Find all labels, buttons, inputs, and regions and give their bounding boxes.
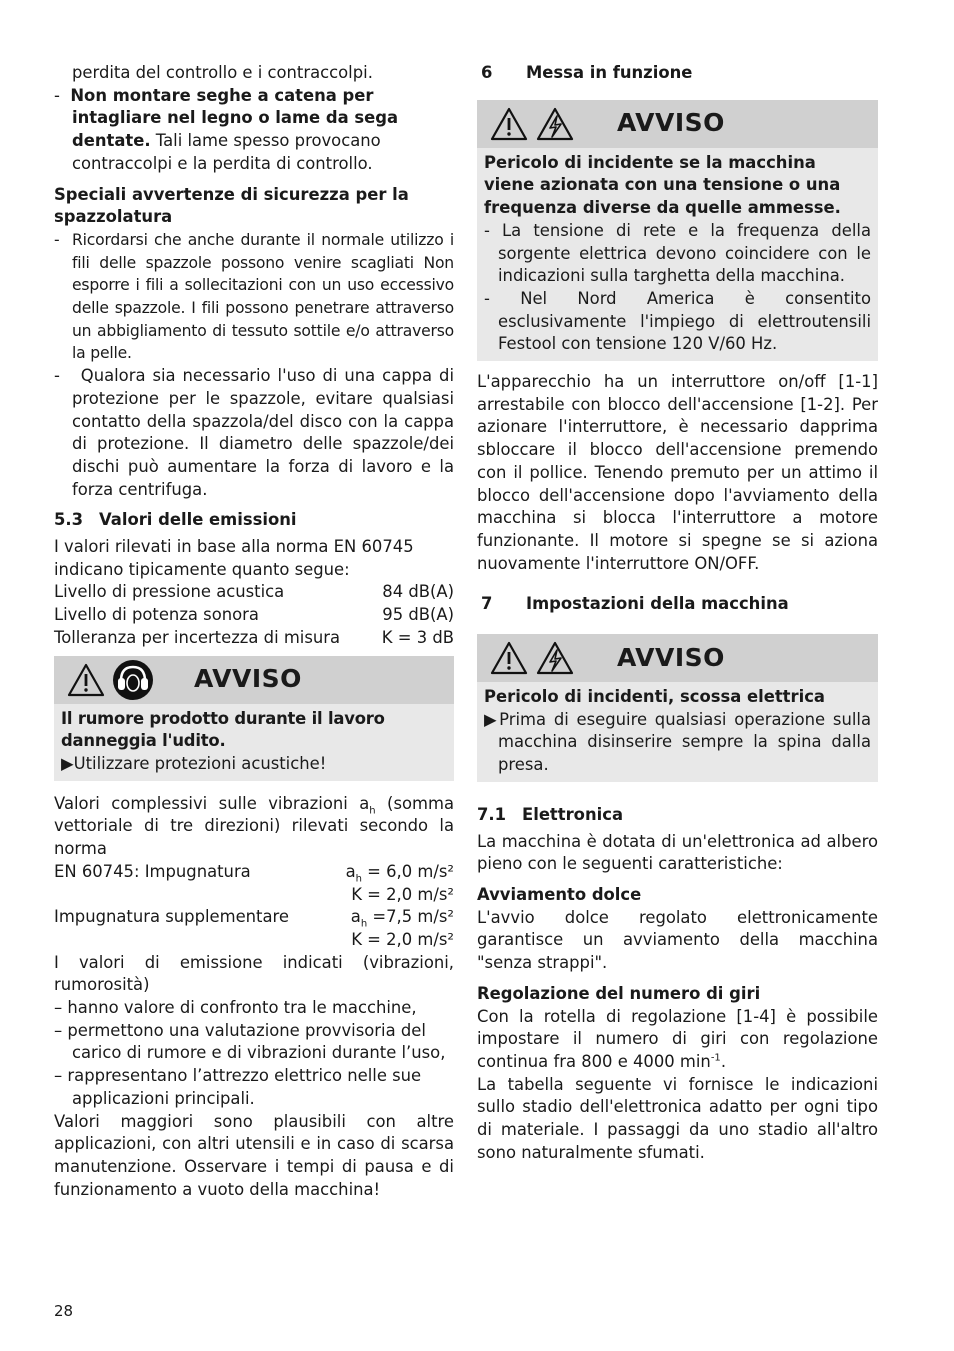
bullet-triangle-icon: ▶ [484,709,500,729]
shock-warning-icons [489,640,617,676]
vibration-row-2-k: K = 2,0 m/s² [351,929,454,949]
electric-shock-icon [535,640,575,676]
warning-triangle-icon [489,640,529,676]
vibration-intro-b: (somma vettoriale di tre direzioni) rilevati secondo la norma [54,793,454,859]
emission-value: 95 dB(A) [382,605,454,625]
section-5-3-heading [54,509,454,532]
noise-warning-icons [66,659,194,701]
soft-start-heading: Avviamento dolce [477,884,642,904]
emission-note: I valori di emissione indicati (vibrazioni, rumorosità) [54,952,454,995]
vibration-intro-sub: h [369,804,376,816]
vibration-value: = 6,0 m/s² [361,861,454,881]
emission-label: Tolleranza per incertezza di misura [54,627,341,647]
shock-warning-title: AVVISO [617,642,725,672]
left-column [54,62,454,1201]
ear-protection-icon [112,659,154,701]
section-7-1-title: Elettronica [522,804,624,824]
shock-warning-header [477,634,878,682]
emission-label: Livello di pressione acustica [54,582,285,602]
voltage-warning-text: Pericolo di incidente se la macchina viene azionata con una tensione o una frequenza diverse da quelle ammesse. [484,152,841,218]
warning-triangle-icon [66,662,106,698]
section-5-3-number: 5.3 [54,510,84,530]
emission-row [54,581,454,604]
emission-row [54,604,454,627]
brush-heading: Speciali avvertenze di sicurezza per la spazzolatura [54,184,409,227]
vibration-symbol: a [350,907,361,927]
brush-item-1: - Ricordarsi che anche durante il normale utilizzo i fili delle spazzole possono venire scagliati Non esporre i fili a sollecitazioni con un uso eccessivo delle spazzole. I fili possono penetrare attraverso un abbigliamento di tessuto sottile e/o attraverso la pelle. [54,230,454,363]
voltage-warning-header [477,100,878,148]
shock-warning-text: Pericolo di incidenti, scossa elettrica [484,687,825,707]
page-number: 28 [54,1302,74,1320]
noise-warning-item [61,753,447,776]
vibration-value: =7,5 m/s² [367,907,454,927]
brush-item-1-text: Ricordarsi che anche durante il normale utilizzo i fili delle spazzole possono venire scagliati Non esporre i fili a sollecitazioni con un uso eccessivo delle spazzole. I fili possono penetrare attraverso un abbigliamento di tessuto sottile e/o attraverso la pelle. [71,230,454,363]
bullet-triangle-icon: ▶ [61,753,74,773]
voltage-warning-item: - Nel Nord America è consentito esclusivamente l'impiego di elettroutensili Festool con tensione 120 V/60 Hz. [484,288,871,354]
voltage-warning-box [477,100,878,361]
vibration-symbol-sub: h [355,873,362,885]
right-column [477,62,878,1164]
voltage-warning-body [477,148,878,361]
section-5-3-title: Valori delle emissioni [99,510,297,530]
vibration-row-1-label: EN 60745: Impugnatura [54,861,251,881]
speed-control-text-a: Con la rotella di regolazione [1-4] è possibile impostare il numero di giri con regolazione continua fra 800 e 4000 min [477,1006,878,1071]
section-6-number: 6 [481,63,493,82]
vibration-symbol-sub: h [360,918,368,930]
noise-warning-header [54,656,454,704]
emission-item: – hanno valore di confronto tra le macchine, [54,998,417,1018]
voltage-warning-title: AVVISO [617,108,725,138]
emission-final-note: Valori maggiori sono plausibili con altre applicazioni, con altri utensili e in caso di scarsa manutenzione. Osservare i tempi di pausa e di funzionamento a vuoto della macchina! [54,1111,454,1199]
shock-warning-item-text: Prima di eseguire qualsiasi operazione sulla macchina disinserire sempre la spina dalla presa. [498,709,871,775]
speed-control-sup: -1 [710,1052,721,1064]
table-description: La tabella seguente vi fornisce le indicazioni sullo stadio dell'elettronica adatto per ogni tipo di materiale. I passaggi da uno stadio all'altro sono naturalmente sfumati. [477,1074,878,1162]
chain-saw-item: - Non montare seghe a catena per intagliare nel legno o lame da sega dentate. Tali lame spesso provocano contraccolpi e la perdita di controllo. [54,85,399,173]
vibration-symbol: a [345,861,356,881]
noise-warning-box [54,656,454,781]
shock-warning-item [484,709,871,777]
vibration-row-2-value [351,906,454,929]
warning-triangle-icon [489,106,529,142]
voltage-warning-icons [489,106,617,142]
section-7-title: Impostazioni della macchina [526,594,789,614]
section-6-heading [481,62,878,85]
vibration-row-1-k: K = 2,0 m/s² [351,884,454,904]
brush-item-2-text: Qualora sia necessario l'uso di una cappa di protezione per le spazzole, evitare qualsiasi contatto della spazzola/del disco con la cappa di protezione. Il diametro delle spazzole/dei dischi può aumentare la forza di lavoro e la forza centrifuga. [72,366,455,499]
chain-saw-bold: Non montare seghe a catena per intagliare nel legno o lame da sega dentate. [70,85,399,151]
noise-warning-text: Il rumore prodotto durante il lavoro danneggia l'udito. [61,708,385,751]
vibration-row-1 [54,861,454,884]
noise-warning-title: AVVISO [194,664,302,694]
emission-value: K = 3 dB [381,627,454,647]
emissions-intro: I valori rilevati in base alla norma EN 60745 indicano tipicamente quanto segue: [54,537,414,579]
switch-description: L'apparecchio ha un interruttore on/off [1-1] arrestabile con blocco dell'accensione [1-2]. Per azionare l'interruttore, è necessario dapprima sbloccare il blocco dell'accensione premendo con il pollice. Tenendo premuto per un attimo il blocco dell'accensione dopo l'avviamento della macchina si blocca l'interruttore a motore funzionante. Il motore si spegne se si aziona nuovamente l'interruttore ON/OFF. [477,372,878,573]
speed-control-text [477,1006,878,1074]
speed-control-text-b: . [720,1051,727,1071]
vibration-row-1-value [346,861,454,884]
vibration-row-2 [54,906,454,929]
soft-start-text: L'avvio dolce regolato elettronicamente garantisce un avviamento della macchina "senza strappi". [477,907,878,973]
electric-shock-icon [535,106,575,142]
electronics-intro: La macchina è dotata di un'elettronica ad albero pieno con le seguenti caratteristiche: [477,831,878,874]
emission-item: – permettono una valutazione provvisoria del carico di rumore e di vibrazioni durante l’uso, [54,1020,446,1063]
emission-row [54,627,454,650]
noise-warning-item-text: Utilizzare protezioni acustiche! [73,753,327,773]
voltage-warning-item: - La tensione di rete e la frequenza della sorgente elettrica devono coincidere con le indicazioni sulla targhetta della macchina. [484,220,871,286]
section-7-1-heading [477,804,878,827]
section-7-heading [481,593,878,616]
intro-continuation: perdita del controllo e i contraccolpi. [72,63,373,82]
vibration-row-2-label: Impugnatura supplementare [54,907,289,927]
vibration-intro-a: Valori complessivi sulle vibrazioni a [54,793,370,813]
section-6-title: Messa in funzione [526,63,693,82]
shock-warning-body [477,682,878,782]
emission-item: – rappresentano l’attrezzo elettrico nelle sue applicazioni principali. [54,1066,422,1108]
section-7-1-number: 7.1 [477,804,507,824]
emissions-list [54,581,454,649]
vibration-intro [54,793,454,861]
speed-control-heading: Regolazione del numero di giri [477,983,761,1003]
emission-value: 84 dB(A) [382,582,454,602]
noise-warning-body [54,704,454,781]
section-7-number: 7 [481,594,493,614]
shock-warning-box [477,634,878,782]
brush-item-2: - Qualora sia necessario l'uso di una cappa di protezione per le spazzole, evitare qualsiasi contatto della spazzola/del disco con la cappa di protezione. Il diametro delle spazzole/dei dischi può aumentare la forza di lavoro e la forza centrifuga. [54,366,455,499]
chain-saw-rest: Tali lame spesso provocano contraccolpi e la perdita di controllo. [72,131,381,173]
emission-label: Livello di potenza sonora [54,605,259,625]
